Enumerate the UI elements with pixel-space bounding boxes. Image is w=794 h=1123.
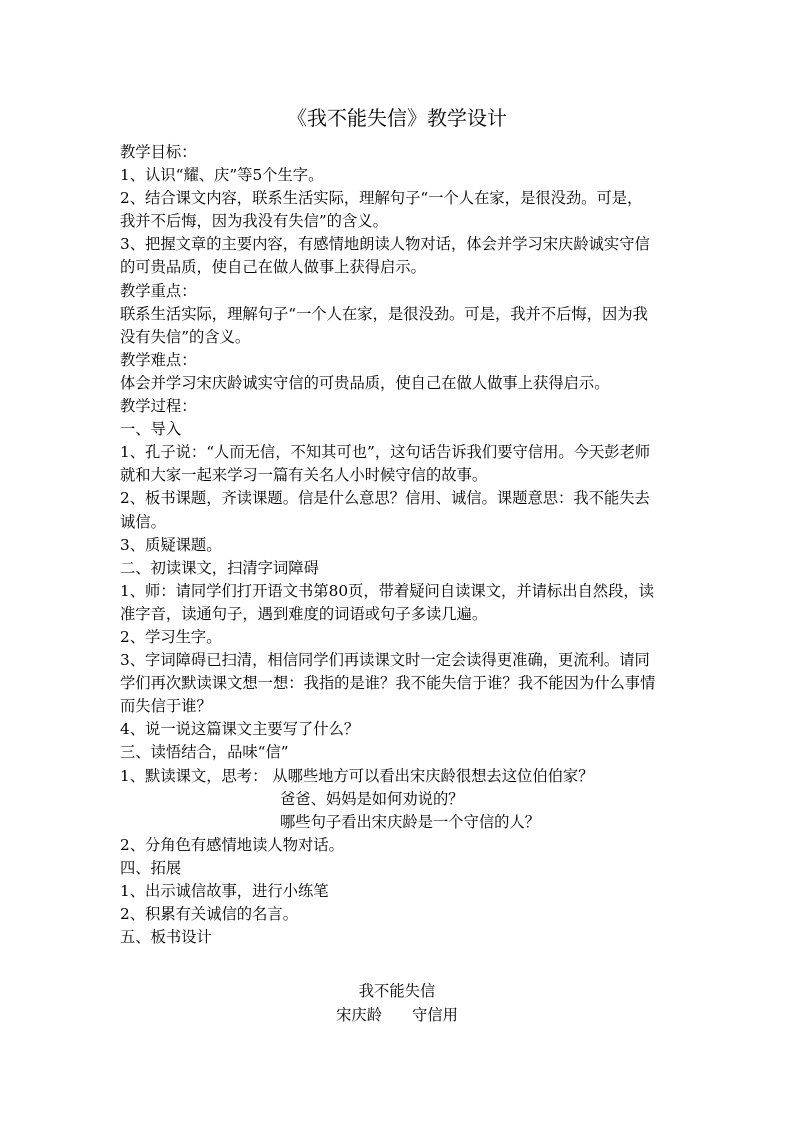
- text-line: 3、质疑课题。: [120, 535, 222, 554]
- text-line: 准字音，读通句子，遇到难度的词语或句子多读几遍。: [120, 604, 488, 623]
- text-line: 1、认识“耀、庆”等5个生字。: [120, 166, 324, 185]
- text-line-indented: 哪些句子看出宋庆龄是一个守信的人？: [280, 812, 541, 831]
- board-left-text: 宋庆龄: [336, 1006, 382, 1024]
- board-right-text: 守信用: [412, 1006, 458, 1024]
- board-design-title: 我不能失信: [358, 982, 436, 1000]
- text-line: 1、孔子说：“人而无信，不知其可也”，这句话告诉我们要守信用。今天彭老师: [120, 443, 651, 462]
- document-body: [120, 141, 676, 949]
- text-line: 体会并学习宋庆龄诚实守信的可贵品质，使自己在做人做事上获得启示。: [120, 373, 610, 392]
- text-line: 2、分角色有感情地读人物对话。: [120, 835, 344, 854]
- text-line: 的可贵品质，使自己在做人做事上获得启示。: [120, 258, 426, 277]
- section-heading: 教学重点：: [120, 281, 197, 300]
- section-heading: 五、板书设计: [120, 928, 212, 947]
- text-line: 1、默读课文，思考： 从哪些地方可以看出宋庆龄很想去这位伯伯家？: [120, 766, 594, 785]
- text-line: 而失信于谁？: [120, 697, 212, 716]
- text-line: 就和大家一起来学习一篇有关名人小时候守信的故事。: [120, 466, 488, 485]
- text-line-indented: 爸爸、妈妈是如何劝说的？: [280, 789, 464, 808]
- document-title: 《我不能失信》教学设计: [287, 106, 507, 130]
- text-line: 没有失信”的含义。: [120, 327, 251, 346]
- text-line: 联系生活实际，理解句子“一个人在家，是很没劲。可是，我并不后悔，因为我: [120, 304, 648, 323]
- text-line: 2、结合课文内容，联系生活实际，理解句子“一个人在家，是很没劲。可是，: [120, 189, 643, 208]
- text-line: 学们再次默读课文想一想：我指的是谁？我不能失信于谁？我不能因为什么事情: [120, 674, 656, 693]
- section-heading: 教学难点：: [120, 350, 197, 369]
- text-line: 教学目标：: [120, 143, 197, 161]
- section-heading: 教学过程：: [120, 397, 197, 416]
- section-heading: 四、拓展: [120, 858, 182, 877]
- text-line: 3、把握文章的主要内容，有感情地朗读人物对话，体会并学习宋庆龄诚实守信: [120, 235, 650, 254]
- text-line: 2、学习生字。: [120, 627, 222, 646]
- board-design-row: [0, 1004, 794, 1027]
- text-line: 1、师：请同学们打开语文书第80页，带着疑问自读课文，并请标出自然段，读: [120, 581, 654, 600]
- text-line: 诚信。: [120, 512, 166, 531]
- text-line: 2、积累有关诚信的名言。: [120, 905, 298, 924]
- text-line: 我并不后悔，因为我没有失信”的含义。: [120, 212, 388, 231]
- text-line: 2、板书课题，齐读课题。信是什么意思？信用、诚信。课题意思：我不能失去: [120, 489, 650, 508]
- text-line: 4、说一说这篇课文主要写了什么？: [120, 720, 360, 739]
- section-heading: 一、导入: [120, 420, 182, 439]
- section-heading: 三、读悟结合，品味“信”: [120, 743, 289, 762]
- section-heading: 二、初读课文，扫清字词障碍: [120, 558, 319, 577]
- text-line: 3、字词障碍已扫清，相信同学们再读课文时一定会读得更准确，更流利。请同: [120, 651, 650, 670]
- text-line: 1、出示诚信故事，进行小练笔: [120, 882, 329, 900]
